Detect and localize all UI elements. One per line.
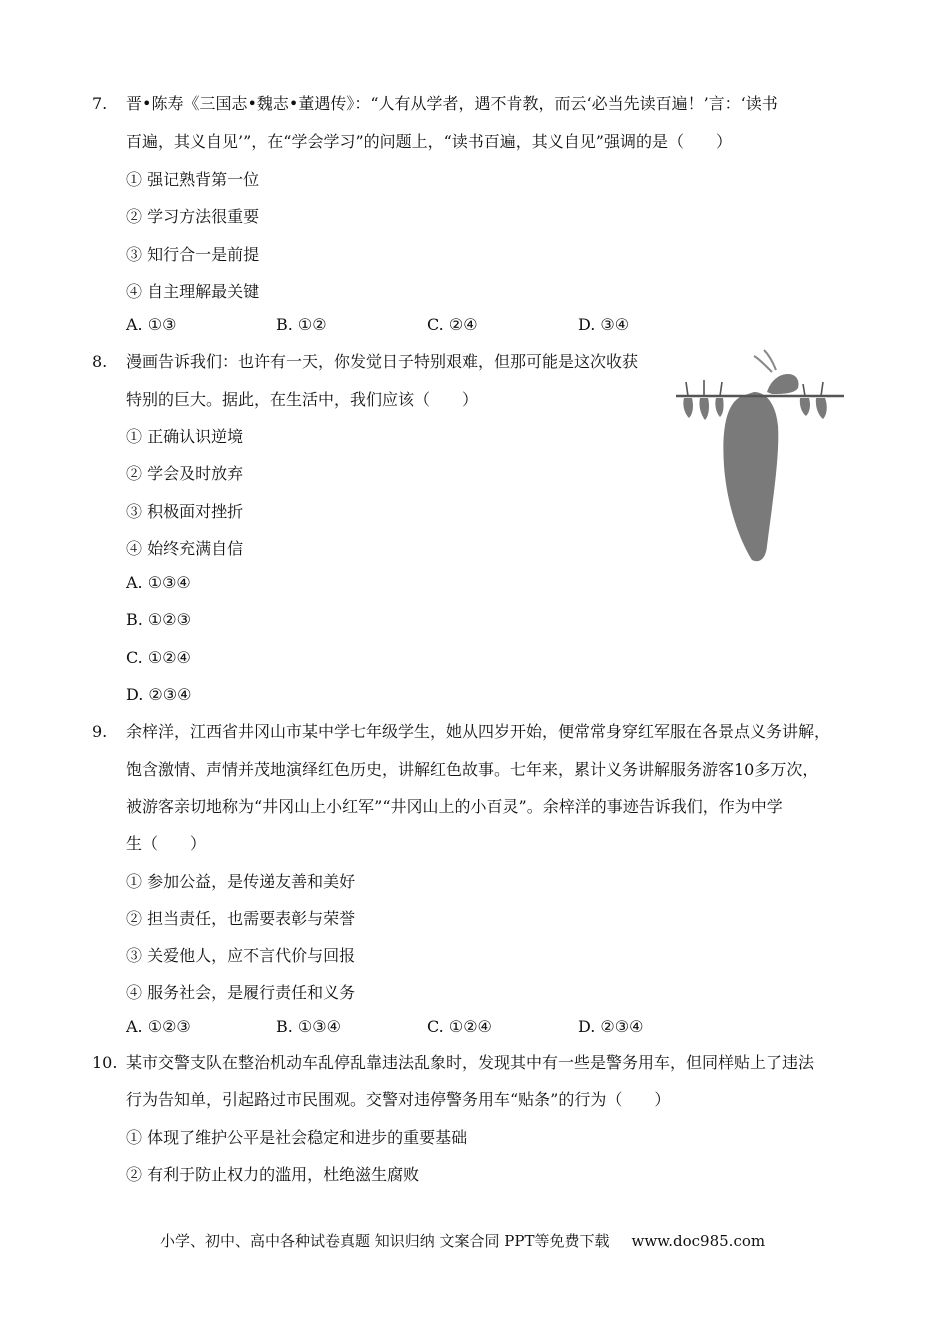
option-4: ④ 服务社会，是履行责任和义务 — [126, 983, 356, 1002]
answer-b: B. ①② — [276, 315, 327, 334]
question-number: 9. — [92, 722, 108, 741]
option-3: ③ 关爱他人，应不言代价与回报 — [126, 946, 356, 965]
option-4: ④ 始终充满自信 — [126, 539, 244, 558]
option-3: ③ 知行合一是前提 — [126, 245, 260, 264]
option-2: ② 担当责任，也需要表彰与荣誉 — [126, 909, 356, 928]
option-1: ① 体现了维护公平是社会稳定和进步的重要基础 — [126, 1128, 468, 1147]
question-stem-line: 晋•陈寿《三国志•魏志•董遇传》：“人有从学者，遇不肯教，而云‘必当先读百遍！’言：‘读书 — [126, 94, 778, 113]
option-1: ① 强记熟背第一位 — [126, 170, 260, 189]
option-2: ② 有利于防止权力的滥用，杜绝滋生腐败 — [126, 1165, 420, 1184]
carrot-rabbit-cartoon-icon — [672, 346, 850, 566]
question-stem-line: 被游客亲切地称为“井冈山上小红军”“井冈山上的小百灵”。余梓洋的事迹告诉我们，作为中学 — [126, 797, 783, 816]
question-stem-line: 余梓洋，江西省井冈山市某中学七年级学生，她从四岁开始，便常常身穿红军服在各景点义务讲解， — [126, 722, 831, 741]
question-number: 8. — [92, 352, 108, 371]
answer-c: C. ②④ — [427, 315, 478, 334]
answer-c: C. ①②④ — [427, 1017, 492, 1036]
option-3: ③ 积极面对挫折 — [126, 502, 244, 521]
question-number: 10. — [92, 1053, 118, 1072]
answer-d: D. ②③④ — [578, 1017, 644, 1036]
question-stem-line: 百遍，其义自见’”，在“学会学习”的问题上，“读书百遍，其义自见”强调的是（ ） — [126, 132, 732, 151]
question-stem-line: 行为告知单，引起路过市民围观。交警对违停警务用车“贴条”的行为（ ） — [126, 1090, 671, 1109]
footer-site-link[interactable]: www.doc985.com — [631, 1232, 766, 1250]
page-footer — [160, 1231, 765, 1251]
answer-b: B. ①②③ — [126, 610, 191, 629]
option-1: ① 参加公益，是传递友善和美好 — [126, 872, 356, 891]
answer-a: A. ①②③ — [126, 1017, 191, 1036]
question-stem-line: 生（ ） — [126, 834, 207, 853]
answer-d: D. ③④ — [578, 315, 630, 334]
question-number: 7. — [92, 94, 108, 113]
option-2: ② 学习方法很重要 — [126, 207, 260, 226]
answer-a: A. ①③ — [126, 315, 177, 334]
question-stem-line: 饱含激情、声情并茂地演绎红色历史，讲解红色故事。七年来，累计义务讲解服务游客10多万次， — [126, 760, 819, 779]
question-stem-line: 特别的巨大。据此，在生活中，我们应该（ ） — [126, 390, 479, 409]
option-2: ② 学会及时放弃 — [126, 464, 244, 483]
answer-c: C. ①②④ — [126, 648, 191, 667]
option-1: ① 正确认识逆境 — [126, 427, 244, 446]
question-stem-line: 某市交警支队在整治机动车乱停乱靠违法乱象时，发现其中有一些是警务用车，但同样贴上了违法 — [126, 1053, 815, 1072]
footer-text: 小学、初中、高中各种试卷真题 知识归纳 文案合同 PPT等免费下载 — [160, 1232, 610, 1250]
option-4: ④ 自主理解最关键 — [126, 282, 260, 301]
answer-b: B. ①③④ — [276, 1017, 341, 1036]
answer-a: A. ①③④ — [126, 573, 191, 592]
answer-d: D. ②③④ — [126, 685, 192, 704]
question-stem-line: 漫画告诉我们：也许有一天，你发觉日子特别艰难，但那可能是这次收获 — [126, 352, 639, 371]
